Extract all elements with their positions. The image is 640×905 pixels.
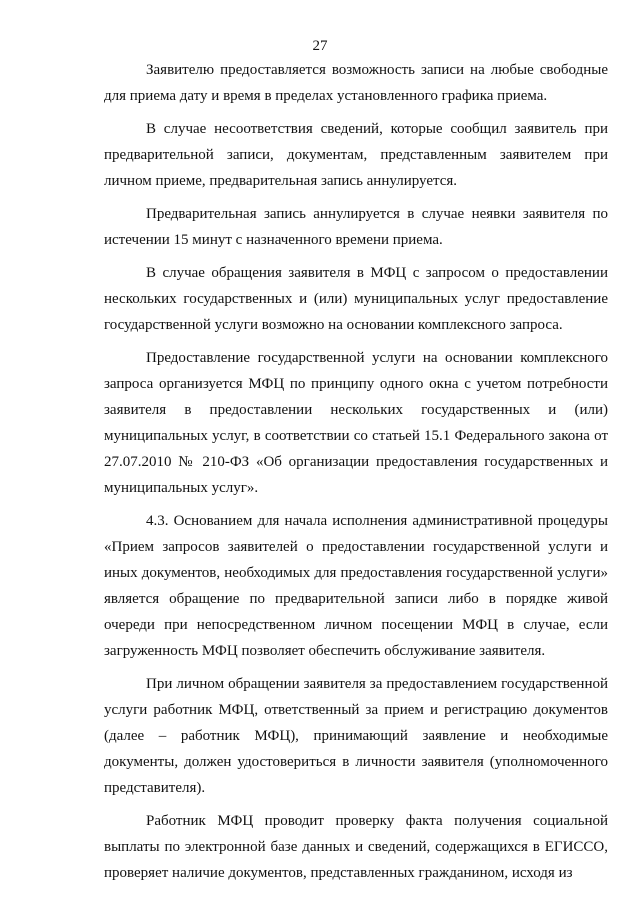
paragraph-payment-verification: Работник МФЦ проводит проверку факта получения социальной выплаты по электронной базе данных и сведений, содержащихся в ЕГИССО, проверяет наличие документов, представленных гражданином, исходя из [104, 813, 608, 881]
page-number: 27 [312, 38, 328, 54]
paragraph-one-window-principle: Предоставление государственной услуги на основании комплексного запроса организуется МФЦ по принципу одного окна с учетом потребности заявителя в предоставлении нескольких государственных и (или) муниципальных услуг, в соответствии со статьей 15.1 Федерального закона от 27.07.2010 № 210-ФЗ «Об организации предоставления государственных и муниципальных услуг». [104, 350, 608, 496]
paragraph-identity-verification: При личном обращении заявителя за предоставлением государственной услуги работник МФЦ, ответственный за прием и регистрацию документов (далее – работник МФЦ), принимающий заявление и необходимые документы, должен удостовериться в личности заявителя (уполномоченного представителя). [104, 676, 608, 796]
paragraph-no-show-cancellation: Предварительная запись аннулируется в случае неявки заявителя по истечении 15 минут с назначенного времени приема. [104, 206, 608, 248]
paragraph-section-4-3: 4.3. Основанием для начала исполнения административной процедуры «Прием запросов заявителей о предоставлении государственной услуги и иных документов, необходимых для предоставления государственной услуги» является обращение по предварительной записи либо в порядке живой очереди при непосредственном личном посещении МФЦ в случае, если загруженность МФЦ позволяет обеспечить обслуживание заявителя. [104, 513, 608, 659]
paragraph-complex-request: В случае обращения заявителя в МФЦ с запросом о предоставлении нескольких государственных и (или) муниципальных услуг предоставление государственной услуги возможно на основании комплексного запроса. [104, 265, 608, 333]
paragraph-appointment-options: Заявителю предоставляется возможность записи на любые свободные для приема дату и время в пределах установленного графика приема. [104, 62, 608, 104]
paragraph-mismatch-cancellation: В случае несоответствия сведений, которые сообщил заявитель при предварительной записи, документам, представленным заявителем при личном приеме, предварительная запись аннулируется. [104, 121, 608, 189]
body-text [104, 57, 608, 893]
